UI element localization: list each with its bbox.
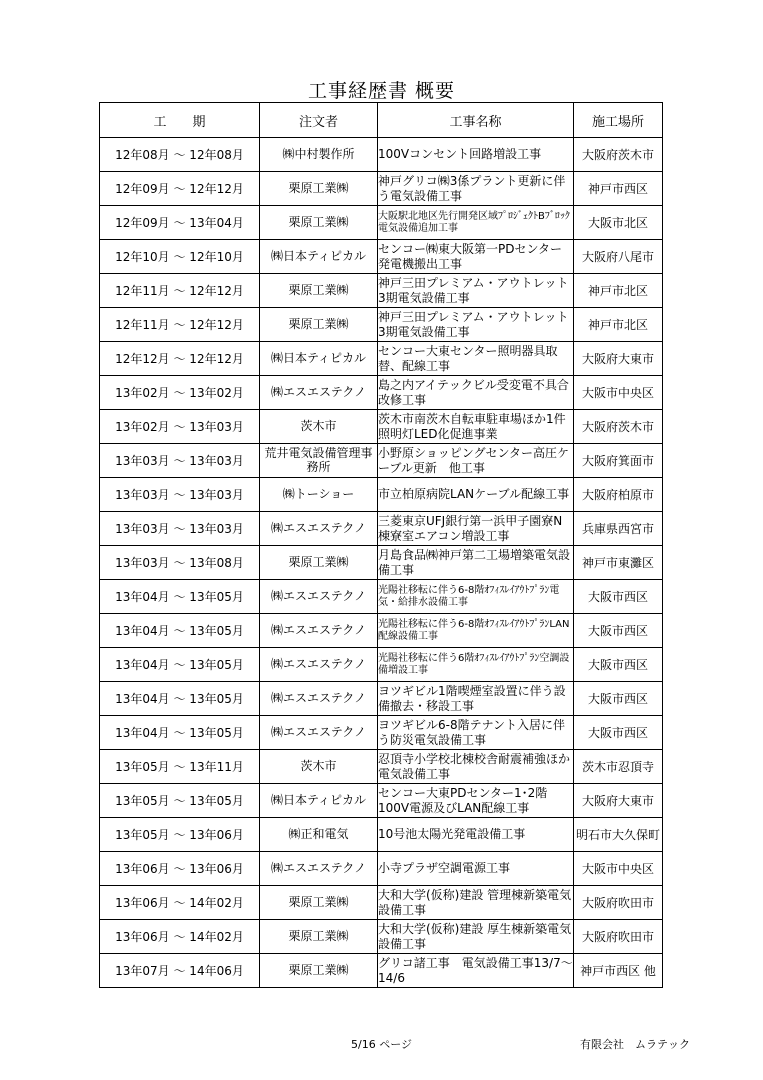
location-cell: 大阪府茨木市 [574, 138, 663, 172]
period-cell: 13年03月 ～ 13年03月 [100, 512, 260, 546]
location-cell: 大阪府箕面市 [574, 444, 663, 478]
table-row [100, 240, 663, 274]
header-period: 工 期 [100, 103, 260, 138]
table-row [100, 274, 663, 308]
client-cell: 栗原工業㈱ [260, 172, 378, 206]
client-cell: ㈱エスエステクノ [260, 512, 378, 546]
period-cell: 13年05月 ～ 13年06月 [100, 818, 260, 852]
table-header-row [100, 103, 663, 138]
work-name-cell: 光陽社移転に伴う6-8階ｵﾌｨｽﾚｲｱｳﾄﾌﾟﾗﾝ電気・給排水設備工事 [378, 580, 574, 614]
work-name-cell: 大和大学(仮称)建設 管理棟新築電気設備工事 [378, 886, 574, 920]
table-row [100, 648, 663, 682]
location-cell: 兵庫県西宮市 [574, 512, 663, 546]
location-cell: 大阪市北区 [574, 206, 663, 240]
location-cell: 明石市大久保町 [574, 818, 663, 852]
period-cell: 13年04月 ～ 13年05月 [100, 580, 260, 614]
work-name-cell: センコー大東センター照明器具取替、配線工事 [378, 342, 574, 376]
period-cell: 13年03月 ～ 13年03月 [100, 478, 260, 512]
document-title: 工事経歴書 概要 [307, 80, 456, 102]
period-cell: 13年04月 ～ 13年05月 [100, 716, 260, 750]
client-cell: ㈱エスエステクノ [260, 852, 378, 886]
work-name-cell: 光陽社移転に伴う6階ｵﾌｨｽﾚｲｱｳﾄﾌﾟﾗﾝ空調設備増設工事 [378, 648, 574, 682]
header-work-name: 工事名称 [378, 103, 574, 138]
header-client: 注文者 [260, 103, 378, 138]
period-cell: 13年04月 ～ 13年05月 [100, 614, 260, 648]
location-cell: 大阪府柏原市 [574, 478, 663, 512]
client-cell: 茨木市 [260, 750, 378, 784]
client-cell: 栗原工業㈱ [260, 886, 378, 920]
client-cell: 栗原工業㈱ [260, 206, 378, 240]
client-cell: ㈱日本ティピカル [260, 342, 378, 376]
location-cell: 神戸市東灘区 [574, 546, 663, 580]
location-cell: 神戸市北区 [574, 274, 663, 308]
client-cell: ㈱エスエステクノ [260, 716, 378, 750]
work-name-cell: 10号池太陽光発電設備工事 [378, 818, 574, 852]
client-cell: ㈱エスエステクノ [260, 580, 378, 614]
client-cell: 栗原工業㈱ [260, 920, 378, 954]
table-row [100, 138, 663, 172]
location-cell: 茨木市忍頂寺 [574, 750, 663, 784]
work-name-cell: 忍頂寺小学校北棟校舎耐震補強ほか電気設備工事 [378, 750, 574, 784]
client-cell: ㈱正和電気 [260, 818, 378, 852]
period-cell: 13年06月 ～ 13年06月 [100, 852, 260, 886]
table-row [100, 886, 663, 920]
work-name-cell: 大和大学(仮称)建設 厚生棟新築電気設備工事 [378, 920, 574, 954]
period-cell: 12年11月 ～ 12年12月 [100, 308, 260, 342]
table-row [100, 852, 663, 886]
work-name-cell: センコー㈱東大阪第一PDセンター発電機搬出工事 [378, 240, 574, 274]
table-row [100, 512, 663, 546]
work-name-cell: 月島食品㈱神戸第二工場増築電気設備工事 [378, 546, 574, 580]
work-name-cell: 小野原ショッピングセンター高圧ケーブル更新 他工事 [378, 444, 574, 478]
location-cell: 大阪市西区 [574, 682, 663, 716]
period-cell: 13年04月 ～ 13年05月 [100, 648, 260, 682]
table-row [100, 342, 663, 376]
location-cell: 大阪府吹田市 [574, 886, 663, 920]
company-name: 有限会社 ムラテック [580, 1038, 690, 1051]
location-cell: 神戸市西区 他 [574, 954, 663, 988]
client-cell: 荒井電気設備管理事務所 [260, 444, 378, 478]
work-name-cell: 100Vコンセント回路増設工事 [378, 138, 574, 172]
period-cell: 13年06月 ～ 14年02月 [100, 886, 260, 920]
work-name-cell: センコー大東PDセンター1･2階100V電源及びLAN配線工事 [378, 784, 574, 818]
table-row [100, 750, 663, 784]
table-row [100, 444, 663, 478]
client-cell: ㈱トーショー [260, 478, 378, 512]
period-cell: 13年02月 ～ 13年02月 [100, 376, 260, 410]
client-cell: ㈱中村製作所 [260, 138, 378, 172]
client-cell: 茨木市 [260, 410, 378, 444]
table-row [100, 682, 663, 716]
location-cell: 大阪府八尾市 [574, 240, 663, 274]
work-name-cell: ヨツギビル6-8階テナント入居に伴う防災電気設備工事 [378, 716, 574, 750]
location-cell: 神戸市西区 [574, 172, 663, 206]
work-name-cell: 小寺プラザ空調電源工事 [378, 852, 574, 886]
location-cell: 大阪市西区 [574, 580, 663, 614]
period-cell: 12年11月 ～ 12年12月 [100, 274, 260, 308]
table-row [100, 478, 663, 512]
period-cell: 13年05月 ～ 13年05月 [100, 784, 260, 818]
work-name-cell: グリコ諸工事 電気設備工事13/7～14/6 [378, 954, 574, 988]
table-row [100, 206, 663, 240]
client-cell: ㈱エスエステクノ [260, 614, 378, 648]
table-row [100, 172, 663, 206]
location-cell: 大阪市中央区 [574, 852, 663, 886]
work-name-cell: 大阪駅北地区先行開発区域ﾌﾟﾛｼﾞｪｸﾄBﾌﾞﾛｯｸ電気設備追加工事 [378, 206, 574, 240]
table-row [100, 784, 663, 818]
location-cell: 大阪市西区 [574, 614, 663, 648]
location-cell: 大阪府吹田市 [574, 920, 663, 954]
work-name-cell: 三菱東京UFJ銀行第一浜甲子園寮N棟寮室エアコン増設工事 [378, 512, 574, 546]
header-location: 施工場所 [574, 103, 663, 138]
location-cell: 大阪市西区 [574, 648, 663, 682]
client-cell: ㈱日本ティピカル [260, 784, 378, 818]
work-name-cell: 神戸グリコ㈱3係プラント更新に伴う電気設備工事 [378, 172, 574, 206]
location-cell: 大阪府大東市 [574, 784, 663, 818]
client-cell: 栗原工業㈱ [260, 546, 378, 580]
client-cell: ㈱日本ティピカル [260, 240, 378, 274]
period-cell: 12年09月 ～ 13年04月 [100, 206, 260, 240]
page-number: 5/16 ページ [351, 1038, 412, 1051]
period-cell: 13年07月 ～ 14年06月 [100, 954, 260, 988]
period-cell: 13年03月 ～ 13年08月 [100, 546, 260, 580]
table-row [100, 546, 663, 580]
period-cell: 12年10月 ～ 12年10月 [100, 240, 260, 274]
table-row [100, 920, 663, 954]
client-cell: 栗原工業㈱ [260, 274, 378, 308]
location-cell: 大阪府茨木市 [574, 410, 663, 444]
location-cell: 大阪府大東市 [574, 342, 663, 376]
work-name-cell: 神戸三田プレミアム・アウトレット3期電気設備工事 [378, 274, 574, 308]
location-cell: 大阪市西区 [574, 716, 663, 750]
work-name-cell: 神戸三田プレミアム・アウトレット3期電気設備工事 [378, 308, 574, 342]
table-row [100, 954, 663, 988]
period-cell: 13年02月 ～ 13年03月 [100, 410, 260, 444]
location-cell: 神戸市北区 [574, 308, 663, 342]
client-cell: 栗原工業㈱ [260, 308, 378, 342]
work-name-cell: ヨツギビル1階喫煙室設置に伴う設備撤去・移設工事 [378, 682, 574, 716]
period-cell: 12年09月 ～ 12年12月 [100, 172, 260, 206]
client-cell: ㈱エスエステクノ [260, 682, 378, 716]
period-cell: 12年12月 ～ 12年12月 [100, 342, 260, 376]
table-row [100, 376, 663, 410]
client-cell: ㈱エスエステクノ [260, 648, 378, 682]
work-name-cell: 島之内アイテックビル受変電不具合改修工事 [378, 376, 574, 410]
work-name-cell: 茨木市南茨木自転車駐車場ほか1件照明灯LED化促進事業 [378, 410, 574, 444]
client-cell: 栗原工業㈱ [260, 954, 378, 988]
work-name-cell: 市立柏原病院LANケーブル配線工事 [378, 478, 574, 512]
work-history-table [99, 102, 663, 988]
table-row [100, 308, 663, 342]
table-row [100, 614, 663, 648]
table-row [100, 410, 663, 444]
table-row [100, 716, 663, 750]
period-cell: 13年04月 ～ 13年05月 [100, 682, 260, 716]
location-cell: 大阪市中央区 [574, 376, 663, 410]
table-row [100, 818, 663, 852]
period-cell: 13年03月 ～ 13年03月 [100, 444, 260, 478]
period-cell: 13年06月 ～ 14年02月 [100, 920, 260, 954]
work-name-cell: 光陽社移転に伴う6-8階ｵﾌｨｽﾚｲｱｳﾄﾌﾟﾗﾝLAN配線設備工事 [378, 614, 574, 648]
table-row [100, 580, 663, 614]
period-cell: 13年05月 ～ 13年11月 [100, 750, 260, 784]
period-cell: 12年08月 ～ 12年08月 [100, 138, 260, 172]
client-cell: ㈱エスエステクノ [260, 376, 378, 410]
